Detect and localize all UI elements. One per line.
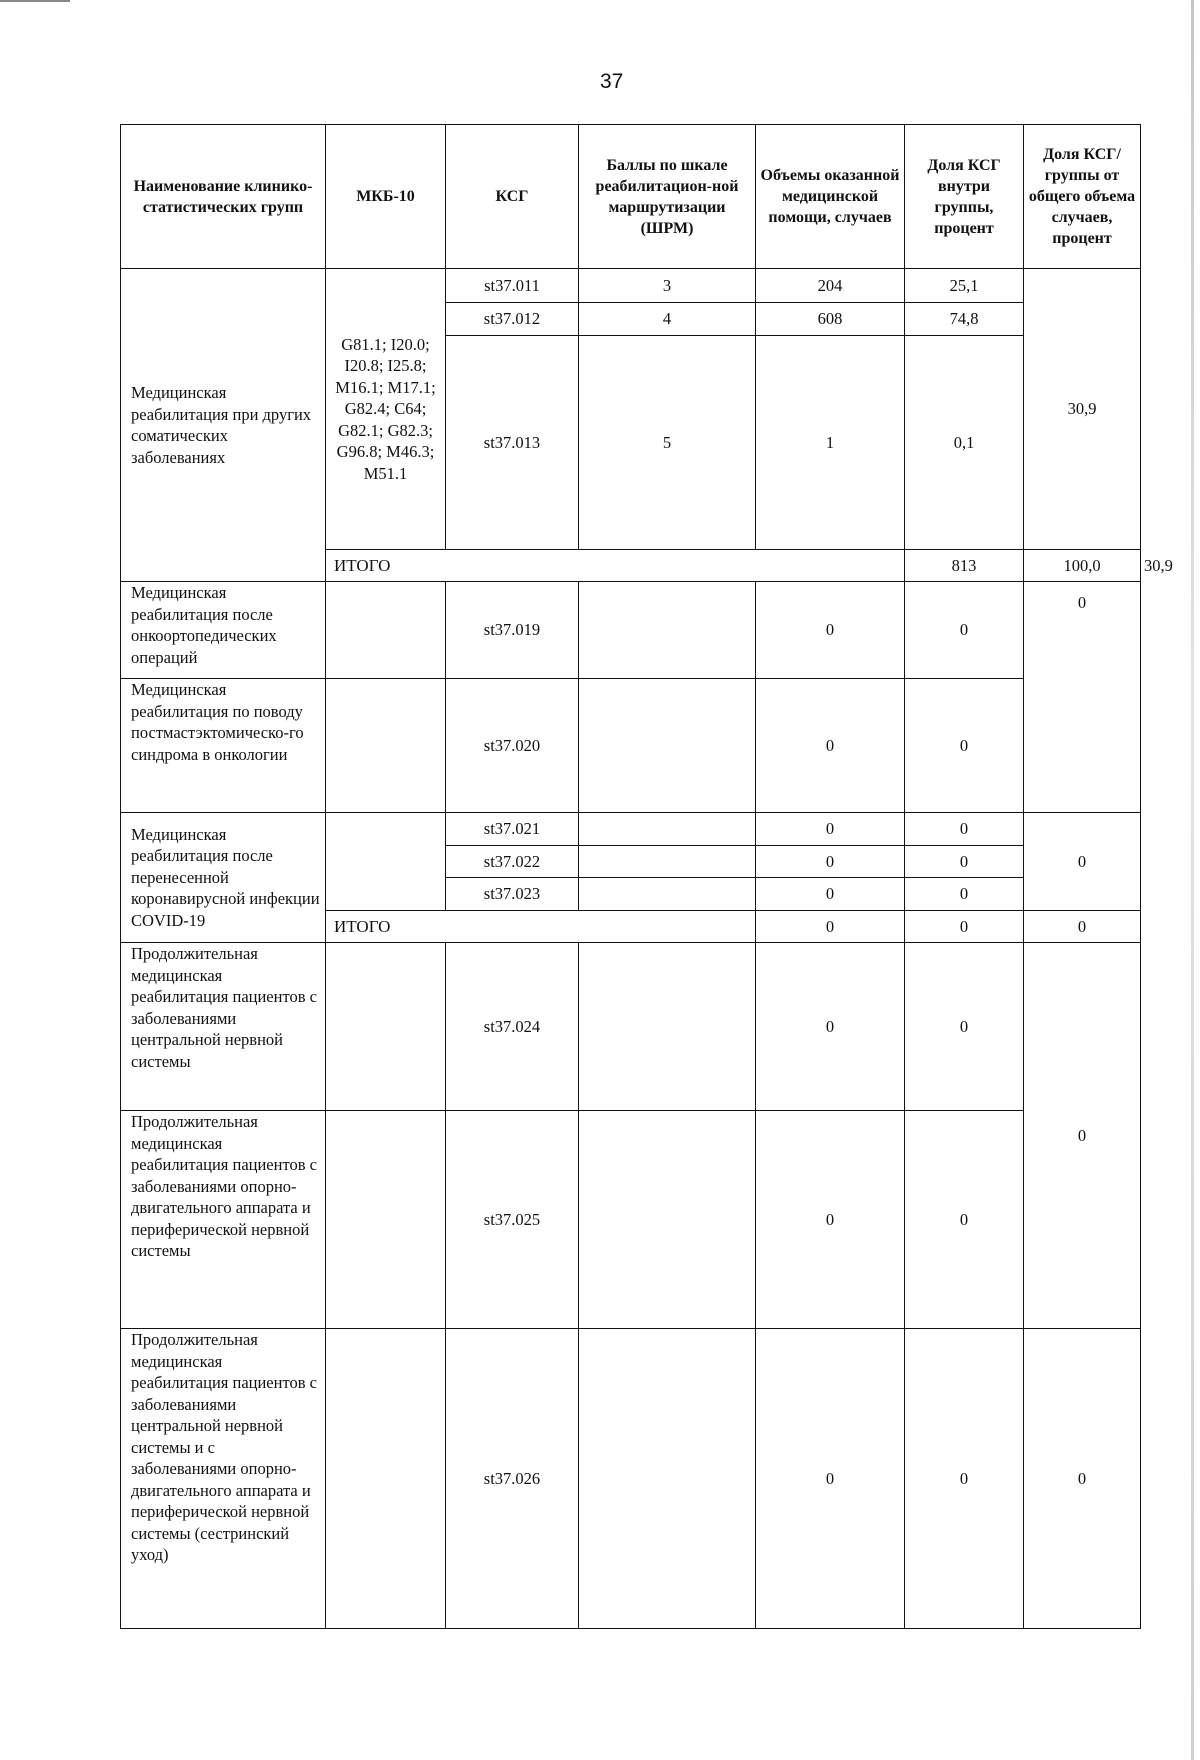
ksg-code: st37.011 <box>446 269 579 303</box>
shrm-score <box>579 846 756 878</box>
shrm-score <box>579 1111 756 1329</box>
volume-value: 204 <box>756 269 905 303</box>
total-share: 0 <box>905 911 1024 943</box>
share-value: 0 <box>905 813 1024 846</box>
table-row <box>121 1111 1141 1329</box>
icd-codes-cell <box>326 1111 446 1329</box>
group-name-cell: Продолжительная медицинская реабилитация пациентов с заболеваниями центральной нервной системы и с заболеваниями опорно-двигательного аппарата и периферической нервной системы (сестринский уход) <box>121 1329 326 1629</box>
group-share-cell: 0 <box>1024 813 1141 911</box>
ksg-code: st37.023 <box>446 878 579 911</box>
table-row <box>121 1329 1141 1629</box>
volume-value: 608 <box>756 303 905 336</box>
group-name-cell: Медицинская реабилитация при других соматических заболеваниях <box>121 269 326 582</box>
volume-value: 0 <box>756 813 905 846</box>
ksg-code: st37.020 <box>446 679 579 813</box>
shrm-score <box>579 878 756 911</box>
col-header-share-within: Доля КСГ внутри группы, процент <box>905 125 1024 269</box>
scan-edge-mark <box>0 0 70 2</box>
share-value: 0 <box>905 1329 1024 1629</box>
shrm-score: 4 <box>579 303 756 336</box>
shrm-score: 5 <box>579 336 756 550</box>
group-share-cell: 30,9 <box>1024 269 1141 550</box>
total-volume: 813 <box>905 550 1024 582</box>
shrm-score <box>579 813 756 846</box>
shrm-score <box>579 943 756 1111</box>
col-header-volume: Объемы оказанной медицинской помощи, случаев <box>756 125 905 269</box>
icd-codes-cell <box>326 679 446 813</box>
group-name-cell: Медицинская реабилитация после онкоортопедических операций <box>121 582 326 679</box>
volume-value: 0 <box>756 582 905 679</box>
group-name-cell: Медицинская реабилитация по поводу постмастэктомическо-го синдрома в онкологии <box>121 679 326 813</box>
ksg-code: st37.013 <box>446 336 579 550</box>
ksg-code: st37.025 <box>446 1111 579 1329</box>
group-name-cell: Продолжительная медицинская реабилитация пациентов с заболеваниями опорно-двигательного аппарата и периферической нервной системы <box>121 1111 326 1329</box>
share-value: 0 <box>905 878 1024 911</box>
shrm-score <box>579 1329 756 1629</box>
share-value: 0 <box>905 846 1024 878</box>
total-label: ИТОГО <box>326 911 756 943</box>
total-share: 100,0 <box>1024 550 1141 582</box>
share-value: 0,1 <box>905 336 1024 550</box>
icd-codes-cell: G81.1; I20.0; I20.8; I25.8; M16.1; M17.1; G82.4; C64; G82.1; G82.3; G96.8; M46.3; M51.1 <box>326 269 446 550</box>
col-header-ksg: КСГ <box>446 125 579 269</box>
page-number: 37 <box>600 70 624 93</box>
table-row <box>121 679 1141 813</box>
ksg-code: st37.022 <box>446 846 579 878</box>
volume-value: 0 <box>756 943 905 1111</box>
icd-codes-cell <box>326 582 446 679</box>
share-value: 0 <box>905 582 1024 679</box>
group-share-cell: 0 <box>1024 582 1141 813</box>
col-header-group-name: Наименование клинико-статистических групп <box>121 125 326 269</box>
share-value: 74,8 <box>905 303 1024 336</box>
total-label: ИТОГО <box>326 550 905 582</box>
group-name-cell: Продолжительная медицинская реабилитация пациентов с заболеваниями центральной нервной системы <box>121 943 326 1111</box>
volume-value: 0 <box>756 1329 905 1629</box>
share-value: 0 <box>905 1111 1024 1329</box>
table-row <box>121 582 1141 679</box>
col-header-share-total: Доля КСГ/ группы от общего объема случаев, процент <box>1024 125 1141 269</box>
col-header-shrm: Баллы по шкале реабилитацион-ной маршрутизации (ШРМ) <box>579 125 756 269</box>
share-value: 0 <box>905 679 1024 813</box>
ksg-code: st37.021 <box>446 813 579 846</box>
group-name-cell: Медицинская реабилитация после перенесенной коронавирусной инфекции COVID-19 <box>121 813 326 943</box>
col-header-icd10: МКБ-10 <box>326 125 446 269</box>
shrm-score: 3 <box>579 269 756 303</box>
ksg-code: st37.024 <box>446 943 579 1111</box>
volume-value: 1 <box>756 336 905 550</box>
shrm-score <box>579 582 756 679</box>
total-row: ИТОГО 813 100,0 30,9 <box>121 550 1141 582</box>
ksg-table <box>120 124 1173 1629</box>
shrm-score <box>579 679 756 813</box>
total-volume: 0 <box>756 911 905 943</box>
table-row <box>121 943 1141 1111</box>
table-row <box>121 813 1141 846</box>
group-share-cell: 0 <box>1024 1329 1141 1629</box>
ksg-code: st37.026 <box>446 1329 579 1629</box>
icd-codes-cell <box>326 1329 446 1629</box>
group-share-cell: 0 <box>1024 943 1141 1329</box>
volume-value: 0 <box>756 846 905 878</box>
table-row <box>121 269 1141 303</box>
scan-edge-shadow <box>1191 0 1194 1760</box>
share-value: 25,1 <box>905 269 1024 303</box>
volume-value: 0 <box>756 679 905 813</box>
total-group-share: 0 <box>1024 911 1141 943</box>
volume-value: 0 <box>756 1111 905 1329</box>
ksg-code: st37.019 <box>446 582 579 679</box>
ksg-code: st37.012 <box>446 303 579 336</box>
header-row <box>121 125 1141 269</box>
volume-value: 0 <box>756 878 905 911</box>
icd-codes-cell <box>326 943 446 1111</box>
share-value: 0 <box>905 943 1024 1111</box>
icd-codes-cell <box>326 813 446 911</box>
